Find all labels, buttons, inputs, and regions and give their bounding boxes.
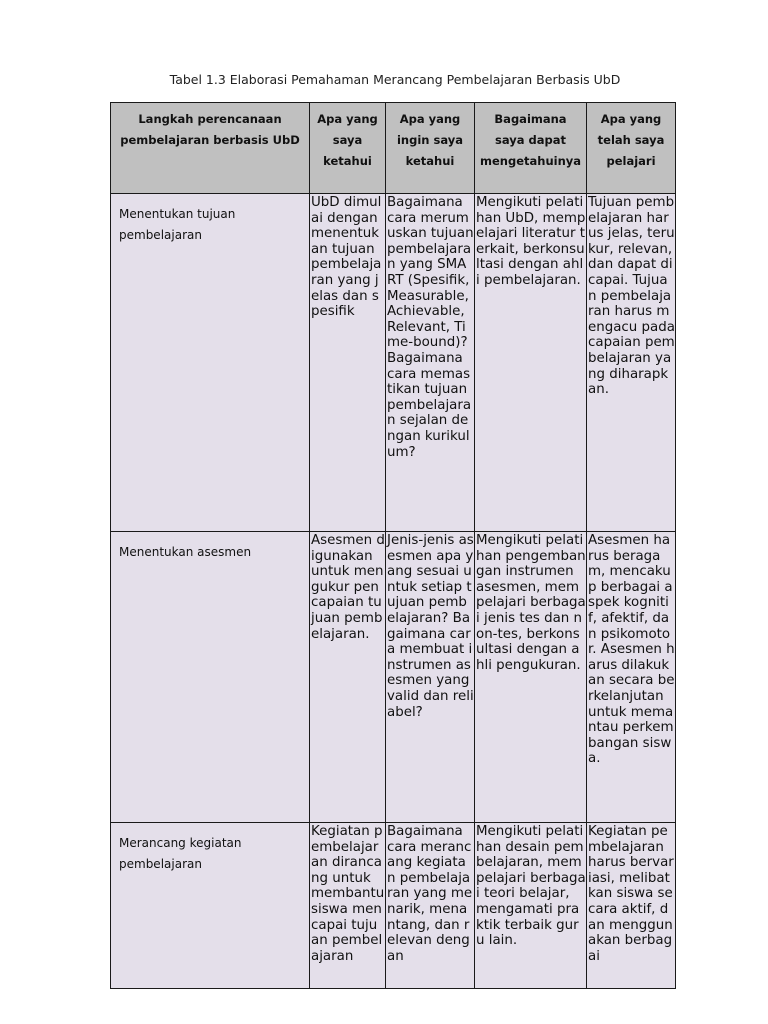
row-want-text: Bagaimana cara merancang kegiatan pembelajaran yang menarik, menantang, dan relevan dengan [387, 824, 473, 964]
table-row [111, 823, 676, 989]
ubd-elaboration-table [110, 102, 676, 989]
row-known-cell: UbD dimulai dengan menentukan tujuan pembelajaran yang jelas dan spesifik [310, 194, 386, 532]
row-want-cell [386, 823, 475, 989]
row-step-cell: Menentukan asesmen [111, 532, 310, 823]
header-want: Apa yang ingin saya ketahui [386, 103, 475, 194]
row-want-cell: Jenis-jenis asesmen apa yang sesuai untuk setiap tujuan pembelajaran? Bagaimana cara membuat instrumen asesmen yang valid dan reliabel? [386, 532, 475, 823]
header-step: Langkah perencanaan pembelajaran berbasis UbD [111, 103, 310, 194]
table-row [111, 532, 676, 823]
row-want-cell: Bagaimana cara merumuskan tujuan pembelajaran yang SMART (Spesifik, Measurable, Achievable, Relevant, Time-bound)? Bagaimana cara memastikan tujuan pembelajaran sejalan dengan kurikulum? [386, 194, 475, 532]
row-known-text: Kegiatan pembelajaran dirancang untuk membantu siswa mencapai tujuan pembelajaran [311, 824, 385, 964]
table-row [111, 194, 676, 532]
row-how-cell: Mengikuti pelatihan pengembangan instrumen asesmen, mempelajari berbagai jenis tes dan non-tes, berkonsultasi dengan ahli pengukuran. [475, 532, 587, 823]
row-step-text: Merancang kegiatan pembelajaran [119, 836, 242, 871]
row-how-cell [475, 823, 587, 989]
header-learned: Apa yang telah saya pelajari [587, 103, 676, 194]
row-known-cell: Asesmen digunakan untuk mengukur pencapaian tujuan pembelajaran. [310, 532, 386, 823]
row-learned-cell [587, 823, 676, 989]
row-step-cell [111, 823, 310, 989]
header-known: Apa yang saya ketahui [310, 103, 386, 194]
row-learned-cell: Asesmen harus beragam, mencakup berbagai aspek kognitif, afektif, dan psikomotor. Asesmen harus dilakukan secara berkelanjutan untuk memantau perkembangan siswa. [587, 532, 676, 823]
header-how: Bagaimana saya dapat mengetahuinya [475, 103, 587, 194]
row-step-cell: Menentukan tujuan pembelajaran [111, 194, 310, 532]
row-known-cell [310, 823, 386, 989]
table-caption: Tabel 1.3 Elaborasi Pemahaman Merancang Pembelajaran Berbasis UbD [169, 72, 621, 87]
row-how-text: Mengikuti pelatihan desain pembelajaran, mempelajari berbagai teori belajar, mengamati praktik terbaik guru lain. [476, 824, 586, 949]
row-how-cell: Mengikuti pelatihan UbD, mempelajari literatur terkait, berkonsultasi dengan ahli pembelajaran. [475, 194, 587, 532]
table-header-row [111, 103, 676, 194]
row-learned-cell: Tujuan pembelajaran harus jelas, terukur, relevan, dan dapat dicapai. Tujuan pembelajaran harus mengacu pada capaian pembelajaran yang diharapkan. [587, 194, 676, 532]
row-learned-text: Kegiatan pembelajaran harus bervariasi, melibatkan siswa secara aktif, dan menggunakan berbagai [588, 824, 674, 964]
